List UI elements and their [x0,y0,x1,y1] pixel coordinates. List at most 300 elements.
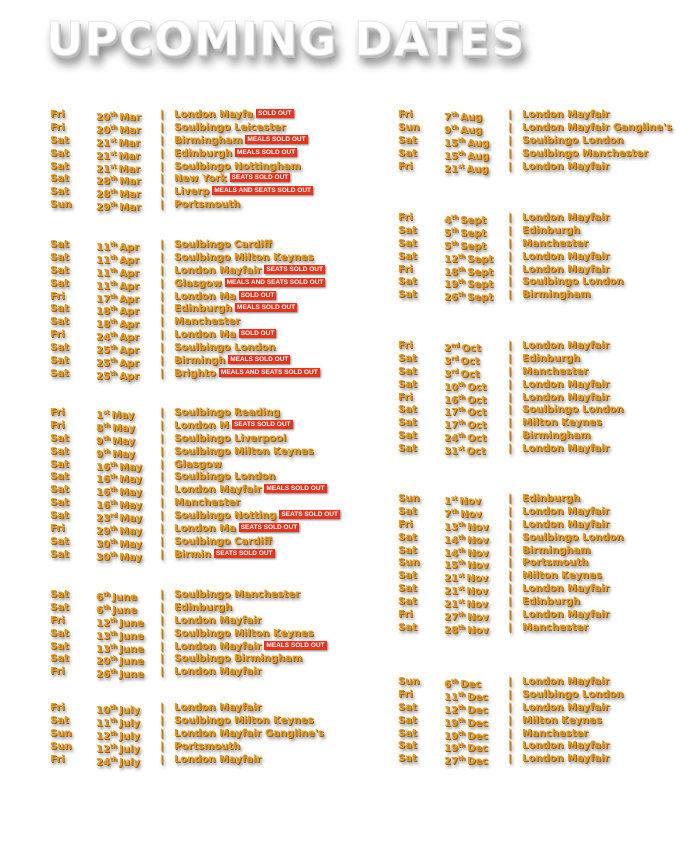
sold-out-badge: SOLD OUT [240,291,275,299]
event-date-suffix: th [450,239,459,247]
event-date-number: 16 [96,461,110,473]
event-date-suffix: th [109,279,118,287]
event-venue-name: Portsmouth [174,740,241,752]
event-venue [174,484,325,497]
separator: | [160,740,164,752]
event-month: May [119,526,142,538]
separator: | [508,596,512,608]
event-date-number: 11 [96,717,110,729]
event-date-number: 14 [444,547,458,559]
event-date-suffix: th [457,742,466,750]
event-date-suffix: th [457,278,466,286]
sold-out-badge: MEALS AND SEATS SOLD OUT [214,187,311,195]
event-date-number: 21 [444,599,458,611]
event-venue-name: Glasgow [174,458,222,470]
event-date-number: 14 [444,534,458,546]
event-date [96,199,141,215]
event-date-number: 21 [444,163,458,175]
event-day: Sat [50,303,69,315]
event-month: June [119,617,144,629]
event-venue-name: London M [174,419,229,431]
event-venue-name: Soulbingo London [522,276,624,288]
event-date-number: 24 [96,756,110,768]
event-venue-name: Soulbingo London [174,342,276,354]
event-date-suffix: th [109,729,118,737]
event-month: Nov [467,612,489,624]
event-month: Sept [467,279,493,291]
event-date-number: 26 [96,669,110,681]
event-date-number: 6 [96,592,103,603]
event-day: Sun [50,727,72,739]
separator: | [160,121,164,133]
event-date-suffix: th [457,559,466,567]
event-day: Sat [398,714,417,726]
event-month: Oct [467,420,487,432]
separator: | [508,404,512,416]
event-day: Sat [398,621,417,633]
event-venue-name: London Ma [174,290,236,302]
event-day: Sat [50,239,69,250]
event-venue-name: Manchester [522,365,589,377]
event-venue-name: London Mayfair [174,753,262,765]
event-venue-name: Manchester [174,497,241,509]
event-date-number: 29 [96,202,110,214]
event-day: Sat [398,531,417,543]
event-date-number: 11 [96,254,110,266]
event-month: May [119,513,143,525]
event-venue-name: Birmingham [522,289,591,301]
event-date-suffix: st [109,162,117,170]
event-date-suffix: th [457,533,466,541]
event-month: Apr [119,293,139,305]
event-date-number: 16 [96,487,110,499]
event-venue [522,225,580,238]
separator: | [508,212,512,223]
event-date-number: 20 [96,656,110,668]
event-day: Sat [398,544,417,556]
event-venue-name: London Mayfa [174,109,253,120]
event-date-number: 11 [96,242,110,253]
event-month: Apr [119,254,139,266]
sold-out-badge: SEATS SOLD OUT [231,174,289,182]
event-day: Sat [398,224,417,236]
event-venue [522,506,609,519]
event-date-suffix: st [457,445,465,453]
event-date-number: 3 [444,368,451,380]
event-month: Sept [460,227,487,239]
event-date-suffix: th [109,486,118,494]
event-date-number: 30 [96,538,110,550]
event-venue [522,276,623,289]
event-venue-name: London Mayfair [522,518,610,530]
sold-out-badge: SEATS SOLD OUT [266,265,323,273]
event-venue-name: London Mayfair [174,666,262,678]
sold-out-badge: SEATS SOLD OUT [215,549,273,557]
separator: | [508,289,512,301]
event-date-number: 9 [96,448,103,460]
event-venue [174,702,261,715]
event-date-number: 21 [96,150,110,162]
event-date-suffix: th [102,603,111,611]
event-date-suffix: th [109,642,118,650]
separator: | [508,557,512,569]
event-day: Sat [398,147,417,159]
event-day: Fri [398,518,413,530]
event-venue [522,740,609,753]
event-month: Mar [118,150,141,162]
event-venue [522,493,580,506]
event-venue-name: Milton Keynes [522,714,602,726]
event-month: May [119,474,142,486]
event-date-number: 28 [444,624,458,636]
separator: | [160,640,164,652]
event-day: Sat [50,147,69,159]
event-month: Nov [460,508,482,520]
event-month: Dec [467,743,489,755]
event-date-number: 5 [444,240,451,252]
event-month: Nov [466,599,489,611]
event-date-number: 31 [444,446,458,458]
event-day: Fri [50,290,65,302]
separator: | [160,264,164,276]
event-date-number: 12 [96,743,110,755]
event-date-number: 13 [96,630,110,642]
event-venue [174,666,261,679]
event-date-suffix: th [109,266,118,274]
event-date-suffix: th [109,111,118,118]
event-month: May [119,538,142,550]
event-venue-name: Birmin [174,548,211,560]
event-venue-name: Portsmouth [174,199,241,211]
separator: | [160,458,164,470]
event-date-suffix: th [102,421,111,429]
event-day: Sat [398,596,417,608]
event-date-number: 18 [96,306,110,318]
event-date-suffix: st [109,149,117,157]
event-month: Mar [118,137,141,149]
sold-out-badge: SOLD OUT [258,110,292,117]
event-date-number: 18 [444,266,458,278]
event-venue [522,443,609,456]
event-date [96,549,142,565]
event-date [96,368,139,384]
event-day: Sat [50,432,69,444]
event-venue-name: London Mayfair [522,505,610,517]
event-venue-name: London Mayfair [522,212,610,223]
event-month: Apr [119,370,139,382]
event-date-number: 7 [444,508,451,520]
event-month: Apr [119,280,139,292]
separator: | [508,134,512,146]
event-venue-name: Edinburgh [174,147,233,159]
sold-out-badge: MEALS AND SEATS SOLD OUT [226,278,324,286]
sold-out-badge: MEALS SOLD OUT [237,148,296,156]
event-venue [174,715,314,728]
event-month: Nov [467,547,489,559]
event-month: Aug [467,137,490,149]
event-venue-name: Soulbingo Birmingham [174,653,303,665]
event-venue [174,252,314,265]
sold-out-badge: MEALS AND SEATS SOLD OUT [220,368,318,376]
event-venue [174,615,261,628]
separator: | [508,147,512,159]
event-month: Apr [119,345,139,357]
separator: | [160,497,164,509]
event-date-number: 12 [444,253,458,265]
event-month: May [119,551,142,563]
event-venue [174,122,286,135]
event-day: Sun [398,557,420,569]
event-date-suffix: st [457,585,465,593]
event-month: May [112,435,136,447]
event-day: Sat [50,134,69,146]
event-day: Sat [50,458,69,470]
separator: | [508,121,512,133]
event-day: Sat [50,497,69,509]
event-date [96,666,144,682]
event-day: Sat [398,443,417,455]
separator: | [160,303,164,315]
event-month: Oct [461,343,481,354]
separator: | [160,329,164,341]
event-venue-name: Manchester [522,621,589,633]
event-date-number: 12 [96,730,110,742]
event-date-number: 25 [96,370,110,382]
event-day: Sat [50,316,69,328]
event-day: Sun [398,676,420,687]
event-venue [522,392,609,405]
event-venue [174,147,296,161]
event-venue [174,199,240,212]
event-date [444,443,486,459]
event-day: Fri [398,391,413,403]
event-month: Dec [460,679,482,690]
event-date-suffix: th [457,393,466,401]
event-month: May [111,410,135,421]
event-venue [522,353,580,366]
event-venue-name: Soulbingo London [522,531,624,543]
event-venue-name: London Mayfair [522,391,610,403]
event-month: Oct [467,381,487,393]
event-month: Mar [119,189,141,201]
event-day: Sat [398,276,417,288]
event-date-number: 19 [444,743,458,755]
event-venue-name: London Mayfair [522,263,610,275]
event-venue [522,251,609,264]
event-date-suffix: th [457,380,466,388]
event-date-number: 21 [96,137,110,149]
event-date-number: 15 [444,137,458,149]
event-month: Sept [467,253,493,265]
event-venue-name: London Mayfair [522,676,610,687]
event-venue [174,459,222,472]
event-date-suffix: th [102,447,111,455]
event-day: Sat [50,510,69,522]
event-day: Sat [50,445,69,457]
event-day: Sun [398,121,420,133]
event-date-number: 16 [96,500,110,512]
event-date-number: 7 [444,112,451,123]
event-date-suffix: th [109,175,118,183]
separator: | [508,237,512,249]
event-venue-name: London Mayfair [522,740,610,752]
event-venue-name: London Mayfair [174,484,262,496]
event-day: Fri [50,329,65,341]
event-venue-name: Soulbingo Milton Keynes [174,445,314,457]
separator: | [508,609,512,621]
event-day: Fri [50,523,65,535]
separator: | [160,432,164,444]
event-date-number: 21 [444,573,458,585]
event-day: Sat [398,583,417,595]
event-venue [174,728,324,741]
separator: | [160,535,164,547]
event-venue [174,109,292,122]
separator: | [160,251,164,263]
event-venue-name: London Mayfair [522,701,610,713]
event-venue-name: London Mayfair Gangline's [174,727,324,739]
event-date-suffix: th [109,188,118,196]
event-date-suffix: th [450,226,459,234]
event-venue-name: Soulbingo London [522,404,624,416]
event-date-suffix: th [109,473,118,481]
event-venue [522,545,590,558]
separator: | [508,250,512,262]
event-date-number: 9 [96,435,103,447]
event-date-number: 10 [444,381,458,393]
event-date-suffix: th [109,305,118,313]
event-date-suffix: th [457,291,466,299]
event-venue [174,741,240,754]
event-date-number: 17 [444,420,458,432]
event-venue [174,186,311,199]
event-venue [522,609,609,622]
event-venue [522,161,609,174]
event-date-suffix: th [457,623,466,631]
event-month: Mar [119,202,141,214]
event-venue-name: Milton Keynes [522,417,602,429]
separator: | [508,365,512,377]
event-day: Fri [50,702,65,713]
event-date-number: 8 [96,422,103,434]
separator: | [508,727,512,739]
event-day: Sat [398,505,417,517]
event-date-number: 25 [96,358,110,370]
event-date-suffix: th [109,201,118,209]
separator: | [160,407,164,418]
event-date-number: 17 [444,407,458,419]
event-venue [522,570,602,583]
event-date-suffix: th [109,668,118,676]
event-venue [174,173,289,186]
event-date-number: 16 [96,474,110,486]
event-month: May [119,500,142,512]
separator: | [160,147,164,159]
event-date-suffix: th [457,546,466,554]
separator: | [160,290,164,302]
event-date-number: 27 [444,756,458,768]
event-date-number: 1 [444,496,451,507]
separator: | [508,753,512,765]
event-date-suffix: st [450,495,458,502]
separator: | [160,484,164,496]
separator: | [508,714,512,726]
event-venue [174,407,280,420]
event-date-suffix: th [450,214,459,221]
event-venue-name: Edinburgh [522,493,581,504]
separator: | [508,391,512,403]
event-venue [522,596,580,609]
event-venue-name: London Mayfair [522,340,610,351]
event-date-number: 9 [444,124,451,136]
event-venue [174,536,272,549]
event-date-number: 21 [444,586,458,598]
event-day: Sat [398,404,417,416]
event-venue [174,523,298,536]
separator: | [508,109,512,120]
event-month: Aug [466,163,489,175]
event-date-suffix: th [102,591,111,598]
event-venue [174,754,261,767]
event-date-suffix: nd [450,342,460,349]
event-month: Mar [118,163,141,175]
event-date [444,622,489,638]
event-month: May [112,422,136,434]
event-date-suffix: rd [450,367,459,375]
event-date-suffix: th [109,704,118,711]
event-month: Sept [460,240,487,252]
event-month: Sept [460,215,487,226]
event-date-number: 17 [96,293,110,305]
event-venue [174,446,314,459]
event-date-number: 28 [96,189,110,201]
event-day: Sat [398,365,417,377]
event-venue-name: Glasgow [174,277,222,289]
event-venue [522,689,623,702]
separator: | [508,518,512,530]
event-month: June [119,656,144,668]
event-venue [522,404,623,417]
event-day: Sun [50,199,72,211]
event-day: Sat [50,484,69,496]
event-date-suffix: th [109,616,118,624]
event-month: Nov [467,560,489,572]
event-venue-name: Soulbingo Milton Keynes [174,714,314,726]
event-month: July [119,705,140,716]
event-date-number: 15 [444,150,458,162]
event-month: Nov [466,573,489,585]
event-date-suffix: th [109,550,118,558]
event-date-suffix: th [450,111,459,118]
event-venue-name: Soulbingo Notting [174,510,277,522]
event-venue [522,557,588,570]
event-day: Sat [50,160,69,172]
event-day: Fri [398,212,413,223]
event-day: Sat [398,378,417,390]
event-venue [522,264,609,277]
event-date-suffix: th [109,292,118,300]
separator: | [508,263,512,275]
separator: | [508,378,512,390]
event-venue [174,510,338,523]
event-month: July [119,730,140,742]
event-venue [522,109,609,122]
event-venue-name: London Mayfair [174,614,262,626]
separator: | [160,173,164,185]
event-venue-name: London Mayfair [522,753,610,765]
event-venue [174,355,289,368]
event-date-suffix: st [457,162,465,170]
